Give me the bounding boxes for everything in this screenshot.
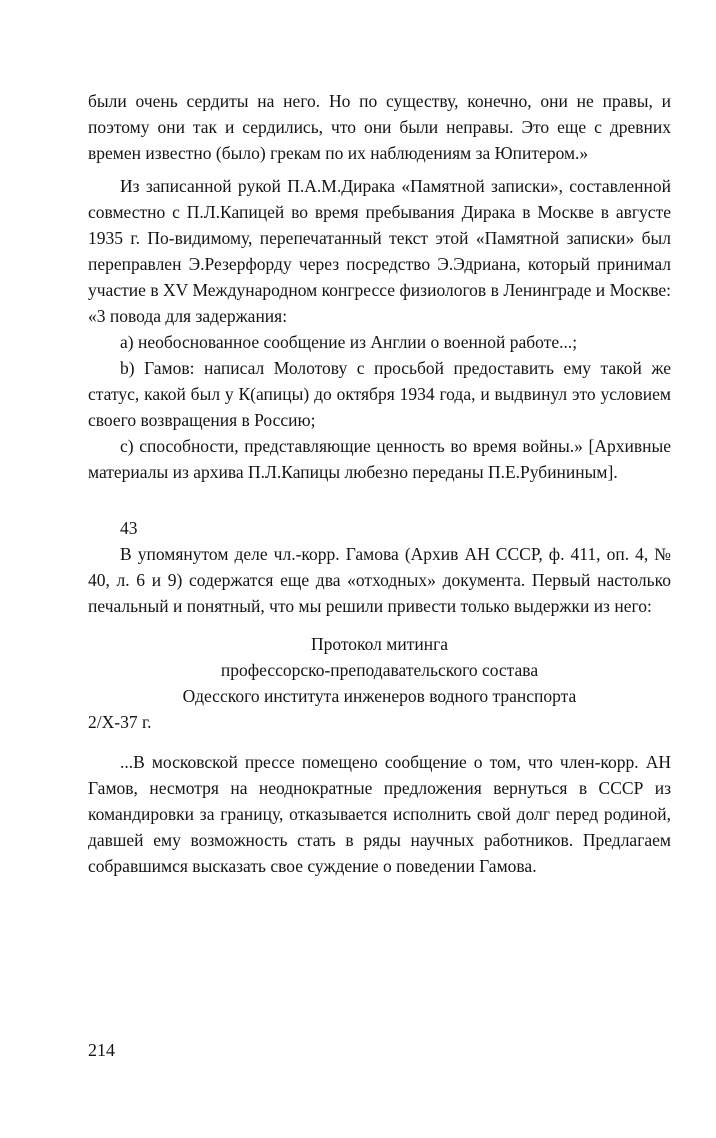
list-item-a: a) необоснованное сообщение из Англии о военной работе...; <box>120 332 578 352</box>
section-number: 43 <box>120 518 138 538</box>
page-body <box>88 88 671 879</box>
paragraph-intro-end: были очень сердиты на него. Но по существу, конечно, они не правы, и поэтому они так и сердились, что они были неправы. Это еще с древних времен известно (было) грекам по их наблюдениям за Юпитером.» <box>88 91 671 163</box>
heading-line-3: Одесского института инженеров водного транспорта <box>182 686 577 706</box>
heading-date: 2/Х-37 г. <box>88 712 152 732</box>
heading-line-1: Протокол митинга <box>310 634 449 654</box>
document-heading <box>88 631 671 735</box>
paragraph-section-text: В упомянутом деле чл.-корр. Гамова (Архив АН СССР, ф. 411, оп. 4, № 40, л. 6 и 9) содержатся еще два «отходных» документа. Первый настолько печальный и понятный, что мы решили привести только выдержки из него: <box>88 544 671 616</box>
paragraph-dirac-note: Из записанной рукой П.А.М.Дирака «Памятной записки», составленной совместно с П.Л.Капицей во время пребывания Дирака в Москве в августе 1935 г. По-видимому, перепечатанный текст этой «Памятной записки» был переправлен Э.Резерфорду через посредство Э.Эдриана, который принимал участие в XV Международном конгрессе физиологов в Ленинграде и Москве: «3 повода для задержания: <box>88 176 671 326</box>
paragraph-quote: ...В московской прессе помещено сообщение о том, что член-корр. АН Гамов, несмотря на неоднократные предложения вернуться в СССР из командировки за границу, отказывается исполнить свой долг перед родиной, давшей ему возможность стать в ряды научных работников. Предлагаем собравшимся высказать свое суждение о поведении Гамова. <box>88 752 671 876</box>
list-item-b: b) Гамов: написал Молотову с просьбой предоставить ему такой же статус, какой был у К(апицы) до октября 1934 года, и выдвинул это условием своего возвращения в Россию; <box>88 358 671 430</box>
heading-line-2: профессорско-преподавательского состава <box>220 660 539 680</box>
list-item-c: c) способности, представляющие ценность во время войны.» [Архивные материалы из архива П.Л.Капицы любезно переданы П.Е.Рубининым]. <box>88 436 671 482</box>
page-number: 214 <box>88 1040 115 1060</box>
